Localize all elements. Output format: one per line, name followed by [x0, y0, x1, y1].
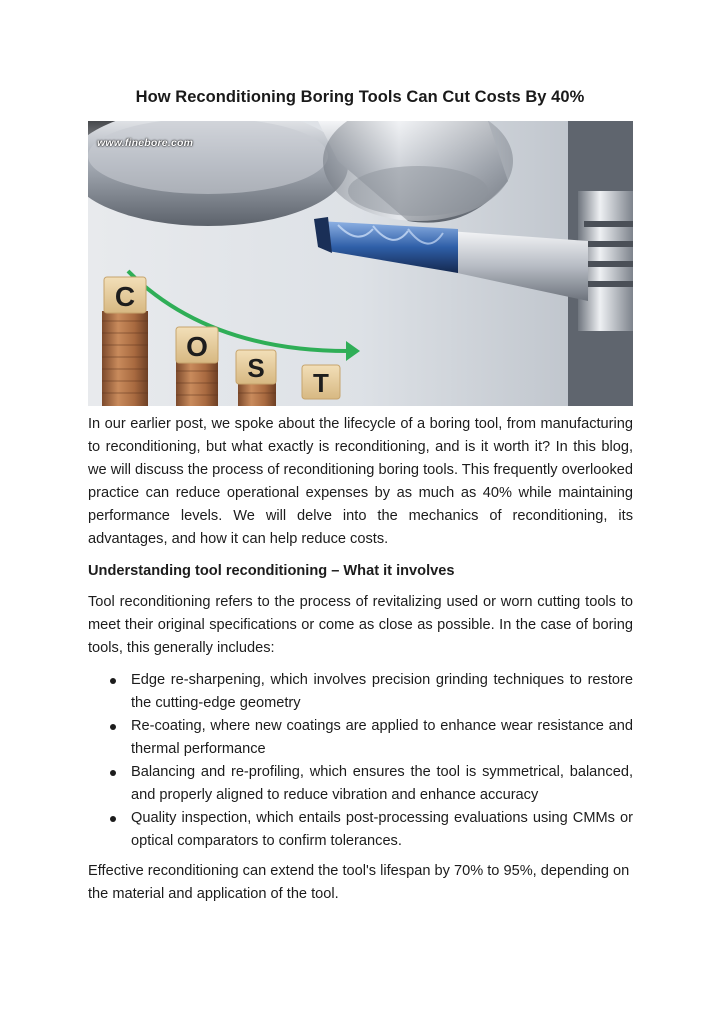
- bullet-list: [88, 669, 633, 853]
- bullet-icon: [110, 770, 116, 776]
- section-heading: Understanding tool reconditioning – What it involves: [88, 563, 455, 579]
- letter-block-o: [176, 327, 218, 363]
- hero-image: [88, 121, 633, 406]
- section-paragraph: Tool reconditioning refers to the process of revitalizing used or worn cutting tools to meet their original specifications or come as close as possible. In the case of boring tools, this generally includes:: [88, 594, 633, 656]
- intro-paragraph: In our earlier post, we spoke about the lifecycle of a boring tool, from manufacturing to reconditioning, but what exactly is reconditioning, and is it worth it? In this blog, we will discuss the process of reconditioning boring tools. This frequently overlooked practice can reduce operational expenses by as much as 40% while maintaining performance levels. We will delve into the mechanics of reconditioning, its advantages, and how it can help reduce costs.: [88, 416, 633, 547]
- closing-paragraph: Effective reconditioning can extend the tool's lifespan by 70% to 95%, depending on the material and application of the tool.: [88, 863, 630, 902]
- letter-block-c: [104, 277, 146, 313]
- svg-text:C: C: [114, 281, 136, 312]
- list-item: [88, 761, 633, 807]
- list-item-text: Balancing and re-profiling, which ensures the tool is symmetrical, balanced, and properly aligned to reduce vibration and enhance accuracy: [131, 764, 633, 803]
- list-item: [88, 669, 633, 715]
- page-title: How Reconditioning Boring Tools Can Cut Costs By 40%: [135, 88, 585, 106]
- svg-text:S: S: [247, 353, 265, 383]
- letter-block-s: [236, 350, 276, 384]
- list-item: [88, 715, 633, 761]
- bullet-icon: [110, 678, 116, 684]
- svg-text:T: T: [313, 368, 329, 398]
- hero-illustration: [88, 121, 633, 406]
- bullet-icon: [110, 816, 116, 822]
- list-item: [88, 807, 633, 853]
- watermark-text: www.finebore.com: [97, 137, 194, 149]
- letter-block-t: [302, 365, 340, 399]
- bullet-icon: [110, 724, 116, 730]
- svg-text:O: O: [186, 331, 208, 362]
- list-item-text: Re-coating, where new coatings are applied to enhance wear resistance and thermal performance: [131, 718, 633, 757]
- list-item-text: Edge re-sharpening, which involves precision grinding techniques to restore the cutting-edge geometry: [131, 672, 633, 711]
- list-item-text: Quality inspection, which entails post-processing evaluations using CMMs or optical comparators to confirm tolerances.: [131, 810, 633, 849]
